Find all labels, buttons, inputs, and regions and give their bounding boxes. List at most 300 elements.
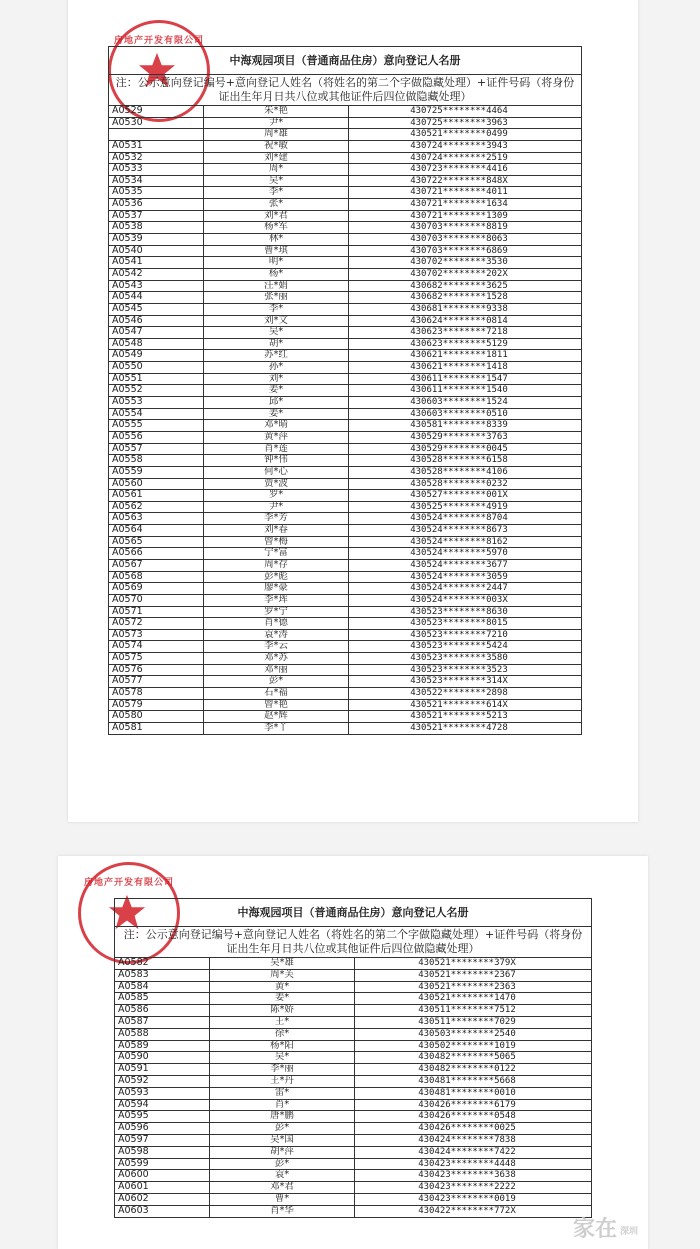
- registrant-name-cell: 林*: [204, 234, 349, 245]
- registration-number-cell: A0549: [109, 350, 204, 361]
- registration-number-cell: A0591: [115, 1064, 210, 1075]
- registrant-name-cell: 吴*: [204, 176, 349, 187]
- id-number-cell: 430481********0010: [418, 1087, 516, 1098]
- registration-number-cell: A0570: [109, 595, 204, 606]
- table-row: [115, 1159, 591, 1171]
- table-row: [115, 982, 591, 994]
- registrant-name-cell: 邓*君: [210, 1182, 355, 1193]
- registration-number-cell: A0539: [109, 234, 204, 245]
- registrant-name-cell: 吴*: [210, 1052, 355, 1063]
- table-row: [109, 374, 581, 386]
- registrant-name-cell: 王*丹: [210, 1076, 355, 1087]
- registrant-name-cell: 曹*: [210, 1194, 355, 1205]
- registration-number-cell: A0548: [109, 339, 204, 350]
- registrant-name-cell: 明*: [204, 257, 349, 268]
- table-row: [115, 1135, 591, 1147]
- watermark-text: 家在: [572, 1217, 617, 1242]
- registration-number-cell: A0563: [109, 513, 204, 524]
- table-row: [109, 176, 581, 188]
- table-row: [109, 641, 581, 653]
- registrant-name-cell: 汪*娟: [204, 281, 349, 292]
- table-row: [109, 397, 581, 409]
- table-row: [115, 1076, 591, 1088]
- id-number-cell: 430426********0025: [418, 1123, 516, 1134]
- seal-text: 房地产开发有限公司: [113, 36, 204, 46]
- id-number-cell: 430524********3677: [410, 559, 508, 570]
- registration-number-cell: A0567: [109, 560, 204, 571]
- registration-number-cell: A0597: [115, 1135, 210, 1146]
- table-row: [109, 630, 581, 642]
- table-row: [109, 502, 581, 514]
- table-row: [115, 1123, 591, 1135]
- registration-number-cell: A0531: [109, 141, 204, 152]
- table-row: [109, 164, 581, 176]
- registration-number-cell: A0538: [109, 222, 204, 233]
- registrant-name-cell: 曹*琪: [204, 246, 349, 257]
- registrant-name-cell: 曾*艳: [204, 700, 349, 711]
- table-row: [109, 281, 581, 293]
- id-number-cell: 430524********8673: [410, 525, 508, 536]
- registrant-name-cell: 胡*萍: [210, 1147, 355, 1158]
- registrant-name-cell: 肖*莲: [204, 444, 349, 455]
- table-row: [109, 339, 581, 351]
- table-row: [109, 560, 581, 572]
- registration-number-cell: A0535: [109, 187, 204, 198]
- table-row: [115, 1052, 591, 1064]
- table-row: [109, 234, 581, 246]
- table-row: [109, 653, 581, 665]
- registrant-name-cell: 李*丽: [210, 1064, 355, 1075]
- registrant-name-cell: 姜*: [210, 993, 355, 1004]
- registrant-name-cell: 宁*富: [204, 548, 349, 559]
- registrant-name-cell: 罗*宁: [204, 607, 349, 618]
- registrant-name-cell: 李*丫: [204, 723, 349, 734]
- registration-number-cell: A0589: [115, 1041, 210, 1052]
- id-number-cell: 430523********3523: [410, 664, 508, 675]
- table-row: [115, 1100, 591, 1112]
- id-number-cell: 430724********2519: [410, 152, 508, 163]
- id-number-cell: 430523********8015: [410, 618, 508, 629]
- id-number-cell: 430681********9338: [410, 303, 508, 314]
- registration-number-cell: A0582: [115, 958, 210, 969]
- id-number-cell: 430424********7838: [418, 1134, 516, 1145]
- table-row: [109, 327, 581, 339]
- registrant-name-cell: 肖*德: [204, 618, 349, 629]
- registrant-name-cell: 赵*辉: [204, 711, 349, 722]
- table-row: [115, 1005, 591, 1017]
- registrant-name-cell: 曾*梅: [204, 537, 349, 548]
- table-row: [109, 350, 581, 362]
- table-row: [109, 304, 581, 316]
- table-row: [115, 1029, 591, 1041]
- registration-number-cell: A0532: [109, 153, 204, 164]
- registrant-name-cell: 尹*: [204, 502, 349, 513]
- table-row: [115, 1088, 591, 1100]
- table-row: [109, 513, 581, 525]
- registration-number-cell: A0602: [115, 1194, 210, 1205]
- registrant-name-cell: 张*丽: [204, 292, 349, 303]
- table-row: [109, 700, 581, 712]
- id-number-cell: 430725********3963: [410, 117, 508, 128]
- registration-number-cell: A0558: [109, 455, 204, 466]
- registration-number-cell: A0573: [109, 630, 204, 641]
- id-number-cell: 430703********6869: [410, 245, 508, 256]
- registrant-name-cell: 吴*国: [210, 1135, 355, 1146]
- registration-number-cell: A0564: [109, 525, 204, 536]
- table-row: [109, 572, 581, 584]
- id-number-cell: 430703********8063: [410, 234, 508, 245]
- registration-number-cell: A0529: [109, 106, 204, 117]
- registration-number-cell: A0587: [115, 1017, 210, 1028]
- registrant-name-cell: 李*: [204, 304, 349, 315]
- registrant-name-cell: 孙*: [204, 362, 349, 373]
- registration-number-cell: [109, 129, 204, 140]
- registrant-name-cell: 袁*: [210, 1170, 355, 1181]
- register-page-1: [68, 0, 638, 822]
- registration-number-cell: A0595: [115, 1111, 210, 1122]
- registrant-name-cell: 李*芳: [204, 513, 349, 524]
- registration-number-cell: A0533: [109, 164, 204, 175]
- registration-number-cell: A0599: [115, 1159, 210, 1170]
- id-number-cell: 430524********5970: [410, 548, 508, 559]
- registration-number-cell: A0546: [109, 316, 204, 327]
- registrant-name-cell: 邱*: [204, 397, 349, 408]
- registration-number-cell: A0600: [115, 1170, 210, 1181]
- registrant-name-cell: 彭*彪: [204, 572, 349, 583]
- registration-number-cell: A0586: [115, 1005, 210, 1016]
- table-row: [115, 993, 591, 1005]
- registrant-name-cell: 刘*: [204, 374, 349, 385]
- registrant-name-cell: 唐*鹏: [210, 1111, 355, 1122]
- registration-number-cell: A0581: [109, 723, 204, 734]
- table-title: 中海观园项目（普通商品住房）意向登记人名册: [109, 47, 581, 75]
- registration-number-cell: A0542: [109, 269, 204, 280]
- registrant-name-cell: 肖*: [210, 1100, 355, 1111]
- registrant-name-cell: 李*: [204, 187, 349, 198]
- table-note: 注：公示意向登记编号+意向登记人姓名（将姓名的第二个字做隐藏处理）+证件号码（将身份证出生年月日共八位或其他证件后四位做隐藏处理）: [115, 927, 591, 958]
- table-row: [109, 257, 581, 269]
- registrant-name-cell: 邓*丽: [204, 665, 349, 676]
- registration-number-cell: A0553: [109, 397, 204, 408]
- registration-number-cell: A0601: [115, 1182, 210, 1193]
- registrant-name-cell: 杨*: [204, 269, 349, 280]
- registration-number-cell: A0566: [109, 548, 204, 559]
- table-row: [109, 665, 581, 677]
- registrant-name-cell: 刘*春: [204, 525, 349, 536]
- table-row: [109, 222, 581, 234]
- id-number-cell: 430527********001X: [410, 490, 508, 501]
- registration-number-cell: A0543: [109, 281, 204, 292]
- id-number-cell: 430523********8630: [410, 606, 508, 617]
- id-number-cell: 430523********314X: [410, 676, 508, 687]
- table-row: [109, 362, 581, 374]
- table-row: [115, 1147, 591, 1159]
- registrant-name-cell: 黄*: [210, 982, 355, 993]
- registrant-name-cell: 彭*: [210, 1123, 355, 1134]
- registration-number-cell: A0593: [115, 1088, 210, 1099]
- registration-number-cell: A0584: [115, 982, 210, 993]
- registration-number-cell: A0576: [109, 665, 204, 676]
- table-row: [115, 1182, 591, 1194]
- id-number-cell: 430502********1019: [418, 1040, 516, 1051]
- id-number-cell: 430511********7512: [418, 1005, 516, 1016]
- table-row: [115, 1170, 591, 1182]
- registrant-name-cell: 周*存: [204, 560, 349, 571]
- id-number-cell: 430603********0510: [410, 408, 508, 419]
- registrant-name-cell: 邓*晴: [204, 420, 349, 431]
- id-number-cell: 430623********7218: [410, 327, 508, 338]
- table-row: [109, 444, 581, 456]
- table-row: [109, 246, 581, 258]
- table-row: [109, 607, 581, 619]
- registration-number-cell: A0565: [109, 537, 204, 548]
- id-number-cell: 430702********3530: [410, 257, 508, 268]
- registrant-name-cell: 苏*红: [204, 350, 349, 361]
- id-number-cell: 430682********1528: [410, 292, 508, 303]
- id-number-cell: 430722********848X: [410, 175, 508, 186]
- registration-number-cell: A0556: [109, 432, 204, 443]
- id-number-cell: 430521********2367: [418, 969, 516, 980]
- table-row: [109, 385, 581, 397]
- table-row: [109, 153, 581, 165]
- registration-number-cell: A0562: [109, 502, 204, 513]
- table-body: [115, 958, 591, 1217]
- table-row: [109, 199, 581, 211]
- id-number-cell: 430703********8819: [410, 222, 508, 233]
- table-row: [109, 548, 581, 560]
- registration-number-cell: A0540: [109, 246, 204, 257]
- id-number-cell: 430521********614X: [410, 699, 508, 710]
- registration-number-cell: A0572: [109, 618, 204, 629]
- table-row: [109, 409, 581, 421]
- table-row: [115, 1206, 591, 1217]
- registrant-name-cell: 杨*军: [204, 222, 349, 233]
- id-number-cell: 430426********6179: [418, 1099, 516, 1110]
- registration-number-cell: A0554: [109, 409, 204, 420]
- table-row: [115, 958, 591, 970]
- table-row: [109, 455, 581, 467]
- id-number-cell: 430423********3638: [418, 1170, 516, 1181]
- registrant-name-cell: 祝*敏: [204, 141, 349, 152]
- registration-number-cell: A0569: [109, 583, 204, 594]
- registration-number-cell: A0537: [109, 211, 204, 222]
- id-number-cell: 430521********5213: [410, 711, 508, 722]
- table-row: [109, 479, 581, 491]
- id-number-cell: 430524********8162: [410, 536, 508, 547]
- site-watermark: [573, 1212, 638, 1243]
- id-number-cell: 430721********4011: [410, 187, 508, 198]
- table-row: [109, 490, 581, 502]
- registrant-name-cell: 周*雄: [204, 129, 349, 140]
- registrant-name-cell: 朱*艳: [204, 106, 349, 117]
- table-row: [109, 292, 581, 304]
- table-row: [109, 583, 581, 595]
- register-page-2: [58, 856, 648, 1249]
- registrant-name-cell: 尹*: [204, 118, 349, 129]
- table-row: [109, 711, 581, 723]
- registration-number-cell: A0552: [109, 385, 204, 396]
- table-row: [115, 1194, 591, 1206]
- registrant-name-cell: 李*云: [204, 641, 349, 652]
- id-number-cell: 430503********2540: [418, 1028, 516, 1039]
- table-row: [109, 187, 581, 199]
- registrant-name-cell: 钟*伟: [204, 455, 349, 466]
- id-number-cell: 430624********0814: [410, 315, 508, 326]
- registration-number-cell: A0585: [115, 993, 210, 1004]
- registration-number-cell: A0580: [109, 711, 204, 722]
- table-row: [109, 595, 581, 607]
- table-row: [109, 106, 581, 118]
- registrant-name-cell: 杨*阳: [210, 1041, 355, 1052]
- table-row: [109, 118, 581, 130]
- watermark-subtext: 深圳: [619, 1226, 638, 1237]
- id-number-cell: 430524********8704: [410, 513, 508, 524]
- id-number-cell: 430523********5424: [410, 641, 508, 652]
- registrant-name-cell: 肖*华: [210, 1206, 355, 1217]
- table-row: [109, 676, 581, 688]
- table-row: [109, 269, 581, 281]
- register-table-2: [114, 898, 592, 1218]
- registration-number-cell: A0603: [115, 1206, 210, 1217]
- registration-number-cell: A0588: [115, 1029, 210, 1040]
- id-number-cell: 430521********379X: [418, 958, 516, 968]
- table-row: [115, 970, 591, 982]
- id-number-cell: 430682********3625: [410, 280, 508, 291]
- id-number-cell: 430611********1547: [410, 373, 508, 384]
- registration-number-cell: A0555: [109, 420, 204, 431]
- id-number-cell: 430424********7422: [418, 1146, 516, 1157]
- id-number-cell: 430521********0499: [410, 129, 508, 140]
- registrant-name-cell: 石*福: [204, 688, 349, 699]
- id-number-cell: 430523********3580: [410, 653, 508, 664]
- table-title: 中海观园项目（普通商品住房）意向登记人名册: [115, 899, 591, 927]
- table-note: 注：公示意向登记编号+意向登记人姓名（将姓名的第二个字做隐藏处理）+证件号码（将身份证出生年月日共八位或其他证件后四位做隐藏处理）: [109, 75, 581, 106]
- registration-number-cell: A0536: [109, 199, 204, 210]
- id-number-cell: 430481********5668: [418, 1075, 516, 1086]
- table-row: [109, 141, 581, 153]
- table-row: [109, 723, 581, 734]
- registration-number-cell: A0575: [109, 653, 204, 664]
- registrant-name-cell: 袁*涛: [204, 630, 349, 641]
- registration-number-cell: A0547: [109, 327, 204, 338]
- id-number-cell: 430423********2222: [418, 1182, 516, 1193]
- registrant-name-cell: 徐*: [210, 1029, 355, 1040]
- registration-number-cell: A0550: [109, 362, 204, 373]
- id-number-cell: 430524********3059: [410, 571, 508, 582]
- registrant-name-cell: 姜*: [204, 409, 349, 420]
- id-number-cell: 430723********4416: [410, 164, 508, 175]
- id-number-cell: 430529********0045: [410, 443, 508, 454]
- registration-number-cell: A0568: [109, 572, 204, 583]
- table-row: [115, 1064, 591, 1076]
- id-number-cell: 430521********1470: [418, 993, 516, 1004]
- registrant-name-cell: 黄*萍: [204, 432, 349, 443]
- registration-number-cell: A0560: [109, 479, 204, 490]
- table-row: [109, 316, 581, 328]
- id-number-cell: 430721********1309: [410, 210, 508, 221]
- table-row: [109, 420, 581, 432]
- registration-number-cell: A0590: [115, 1052, 210, 1063]
- registration-number-cell: A0592: [115, 1076, 210, 1087]
- registrant-name-cell: 刘*君: [204, 211, 349, 222]
- registrant-name-cell: 王*: [210, 1017, 355, 1028]
- registrant-name-cell: 刘*建: [204, 153, 349, 164]
- id-number-cell: 430426********0548: [418, 1111, 516, 1122]
- id-number-cell: 430524********003X: [410, 594, 508, 605]
- registration-number-cell: A0596: [115, 1123, 210, 1134]
- id-number-cell: 430621********1811: [410, 350, 508, 361]
- seal-text: 房地产开发有限公司: [83, 878, 174, 888]
- registrant-name-cell: 姜*: [204, 385, 349, 396]
- registration-number-cell: A0544: [109, 292, 204, 303]
- id-number-cell: 430603********1524: [410, 397, 508, 408]
- id-number-cell: 430422********772X: [418, 1205, 516, 1216]
- table-row: [109, 688, 581, 700]
- table-row: [109, 432, 581, 444]
- registrant-name-cell: 张*: [204, 199, 349, 210]
- table-row: [115, 1017, 591, 1029]
- id-number-cell: 430721********1634: [410, 199, 508, 210]
- registration-number-cell: A0551: [109, 374, 204, 385]
- registrant-name-cell: 贾*波: [204, 479, 349, 490]
- table-body: [109, 106, 581, 734]
- registration-number-cell: A0541: [109, 257, 204, 268]
- table-row: [115, 1111, 591, 1123]
- registration-number-cell: A0545: [109, 304, 204, 315]
- id-number-cell: 430523********7210: [410, 629, 508, 640]
- id-number-cell: 430724********3943: [410, 140, 508, 151]
- id-number-cell: 430524********2447: [410, 583, 508, 594]
- id-number-cell: 430528********0232: [410, 478, 508, 489]
- id-number-cell: 430525********4919: [410, 501, 508, 512]
- registrant-name-cell: 彭*: [210, 1159, 355, 1170]
- id-number-cell: 430621********1418: [410, 362, 508, 373]
- table-row: [109, 467, 581, 479]
- registrant-name-cell: 何*心: [204, 467, 349, 478]
- table-row: [109, 129, 581, 141]
- id-number-cell: 430511********7029: [418, 1016, 516, 1027]
- registrant-name-cell: 陈*娇: [210, 1005, 355, 1016]
- id-number-cell: 430611********1540: [410, 385, 508, 396]
- id-number-cell: 430522********2898: [410, 688, 508, 699]
- table-row: [109, 537, 581, 549]
- registrant-name-cell: 胡*: [204, 339, 349, 350]
- table-row: [115, 1041, 591, 1053]
- registration-number-cell: A0559: [109, 467, 204, 478]
- id-number-cell: 430702********202X: [410, 268, 508, 279]
- id-number-cell: 430521********2363: [418, 981, 516, 992]
- registrant-name-cell: 廖*豪: [204, 583, 349, 594]
- id-number-cell: 430623********5129: [410, 338, 508, 349]
- id-number-cell: 430482********5065: [418, 1052, 516, 1063]
- registrant-name-cell: 周*芙: [210, 970, 355, 981]
- registration-number-cell: A0579: [109, 700, 204, 711]
- id-number-cell: 430521********4728: [410, 722, 508, 733]
- id-number-cell: 430423********4448: [418, 1158, 516, 1169]
- id-number-cell: 430529********3763: [410, 431, 508, 442]
- register-table-1: [108, 46, 582, 735]
- registration-number-cell: A0574: [109, 641, 204, 652]
- table-row: [109, 525, 581, 537]
- registration-number-cell: A0530: [109, 118, 204, 129]
- id-number-cell: 430528********6158: [410, 455, 508, 466]
- registrant-name-cell: 吴*雄: [210, 958, 355, 969]
- registrant-name-cell: 周*: [204, 164, 349, 175]
- registration-number-cell: A0557: [109, 444, 204, 455]
- registrant-name-cell: 罗*: [204, 490, 349, 501]
- registration-number-cell: A0561: [109, 490, 204, 501]
- registration-number-cell: A0571: [109, 607, 204, 618]
